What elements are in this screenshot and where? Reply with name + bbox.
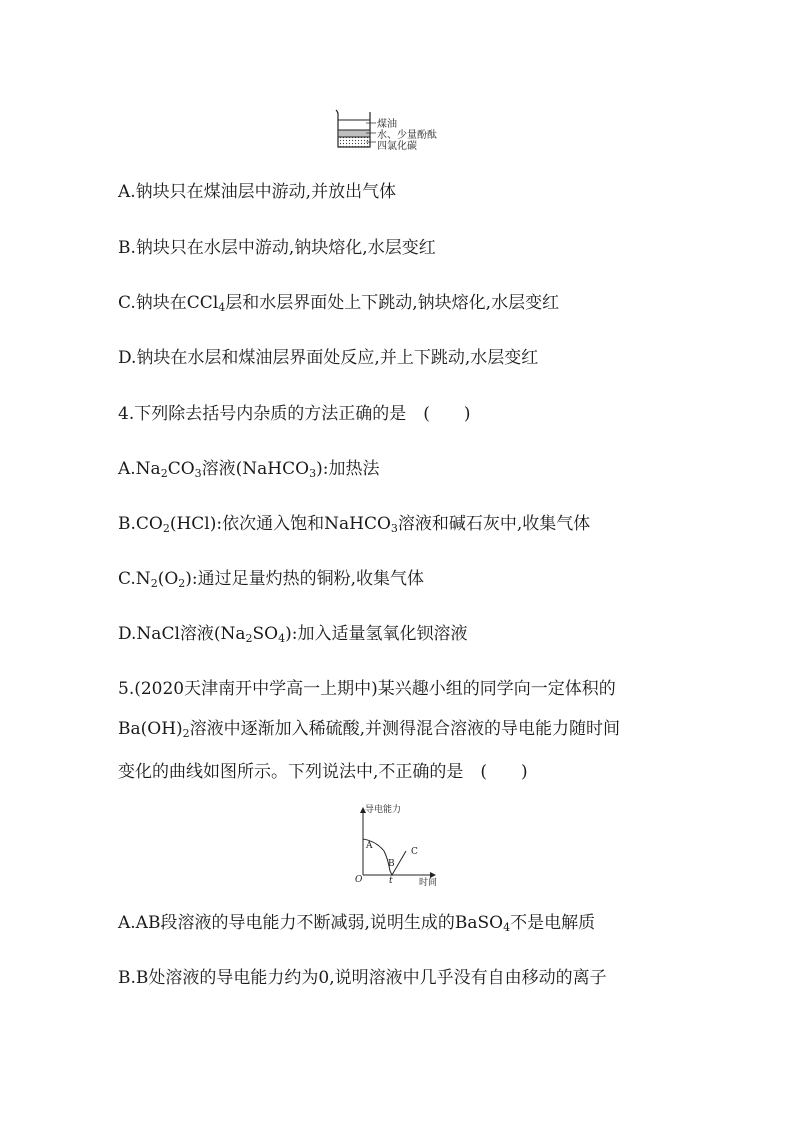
q4-option-c: $C.N_2(O_2)$:通过足量灼热的铜粉,收集气体 [118,569,425,590]
q5-option-b: B.B处溶液的导电能力约为0,说明溶液中几乎没有自由移动的离子 [118,968,607,988]
q3-option-a: A.钠块只在煤油层中游动,并放出气体 [118,182,397,202]
q3-option-d: D.钠块在水层和煤油层界面处反应,并上下跳动,水层变红 [118,348,539,368]
label-kerosene: 煤油 [377,119,397,130]
point-a-label: A [366,841,373,851]
conductivity-graph [350,803,450,889]
ccl4-layer [339,137,370,146]
q5-option-a: A.AB段溶液的导电能力不断减弱,说明生成的BaSO$_4$不是电解质 [118,913,596,934]
q3-option-b: B.钠块只在水层中游动,钠块熔化,水层变红 [118,238,436,258]
q4-option-b: $B.CO_2(HCl)$:依次通入饱和NaHCO$_3$溶液和碱石灰中,收集气体 [118,514,591,535]
q4-option-a: $A.Na_2CO_3$溶液(NaHCO$_3$):加热法 [118,459,380,480]
q5-stem-line3: 变化的曲线如图所示。下列说法中,不正确的是 ( ) [118,762,528,782]
label-water: 水、少量酚酞 [377,130,437,141]
t-label: t [389,876,393,886]
origin-label: O [355,875,363,885]
q4-option-d: D.NaCl溶液$(Na_2SO_4)$:加入适量氢氧化钡溶液 [118,624,468,645]
x-axis-label: 时间 [419,878,438,888]
q3-option-c: C.钠块在CCl$_4$层和水层界面处上下跳动,钠块熔化,水层变红 [118,293,560,314]
q5-stem-line2: $Ba(OH)_2$溶液中逐渐加入稀硫酸,并测得混合溶液的导电能力随时间 [118,719,621,740]
q4-stem: 4.下列除去括号内杂质的方法正确的是 ( ) [118,404,471,424]
point-b-label: B [388,859,395,869]
q5-stem-line1: 5.(2020天津南开中学高一上期中)某兴趣小组的同学向一定体积的 [118,679,616,699]
water-layer [339,130,370,137]
y-axis-label: 导电能力 [365,805,402,815]
beaker-figure [330,103,470,153]
label-ccl4: 四氯化碳 [377,141,417,152]
point-c-label: C [411,847,418,857]
